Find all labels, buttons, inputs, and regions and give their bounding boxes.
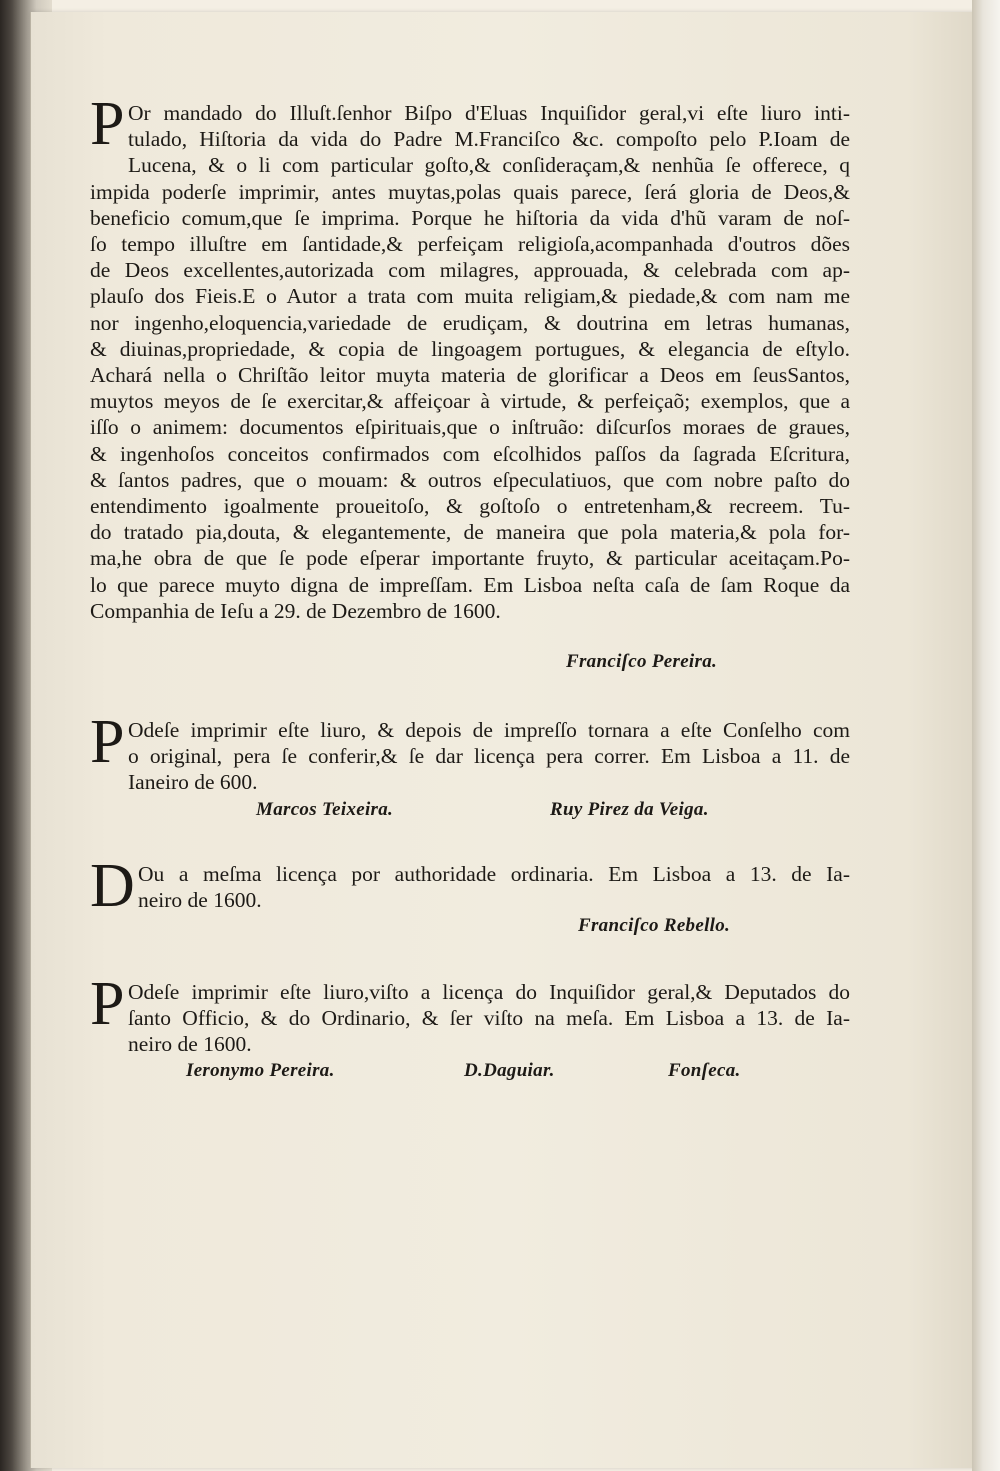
text-line: o original, pera ſe conferir,& ſe dar licença pera correr. Em Lisboa a 11. de [128,744,850,769]
text-line: entendimento igoalmente proueitoſo, & goſtoſo o entretenham,& recreem. Tu- [90,494,850,519]
signature: Franciſco Pereira. [566,651,718,672]
signature: Ruy Pirez da Veiga. [550,799,709,820]
approval-text [90,100,850,624]
text-line: plauſo dos Fieis.E o Autor a trata com muita religiam,& piedade,& com nam me [90,284,850,309]
approval-text [90,861,850,913]
text-line: do tratado pia,douta, & elegantemente, de maneira que pola materia,& pola for- [90,520,850,545]
text-line: ſo tempo illuſtre em ſantidade,& perfeiçam religioſa,acompanhada d'outros dões [90,232,850,257]
text-line: neiro de 1600. [128,1032,252,1057]
text-line: tulado, Hiſtoria da vida do Padre M.Franciſco &c. compoſto pelo P.Ioam de [128,127,850,152]
text-line: de Deos excellentes,autorizada com milagres, approuada, & celebrada com ap- [90,258,850,283]
text-line: ma,he obra de que ſe pode eſperar importante fruyto, & particular aceitaçam.Po- [90,546,850,571]
text-line: iſſo o animem: documentos eſpirituais,que o inſtruão: diſcurſos moraes de graues, [90,415,850,440]
text-line: lo que parece muyto digna de impreſſam. Em Lisboa neſta caſa de ſam Roque da [90,572,850,597]
drop-cap: P [90,708,125,776]
text-line: & ſantos padres, que o mouam: & outros eſpeculatiuos, que com nobre paſto do [90,467,850,492]
text-line: Ianeiro de 600. [128,770,258,795]
page-edge-shadow [972,0,1000,1471]
text-line: beneficio comum,que ſe imprima. Porque he hiſtoria da vida d'hũ varam de noſ- [90,205,850,230]
text-line: Or mandado do Illuſt.ſenhor Biſpo d'Eluas Inquiſidor geral,vi eſte liuro inti- [128,101,850,125]
drop-cap: P [90,970,125,1038]
text-line: neiro de 1600. [138,888,262,913]
text-line: & ingenhoſos conceitos confirmados com eſcolhidos paſſos da ſagrada Eſcritura, [90,441,850,466]
drop-cap: D [90,852,135,920]
text-line: Companhia de Ieſu a 29. de Dezembro de 1600. [90,598,501,623]
drop-cap: P [90,90,125,158]
text-line: Achará nella o Chriſtão leitor muyta materia de glorificar a Deos em ſeusSantos, [90,363,850,388]
text-line: Odeſe imprimir eſte liuro, & depois de impreſſo tornara a eſte Conſelho com [128,718,850,742]
text-line: muytos meyos de ſe exercitar,& affeiçoar à virtude, & perfeiçaõ; exemplos, que a [90,389,850,414]
signature: Marcos Teixeira. [256,799,394,820]
text-line: impida poderſe imprimir, antes muytas,polas quais parece, ſerá gloria de Deos,& [90,179,850,204]
signature: Franciſco Rebello. [578,915,731,936]
text-line: & diuinas,propriedade, & copia de lingoagem portugues, & elegancia de eſtylo. [90,336,850,361]
text-line: nor ingenho,eloquencia,variedade de erudiçam, & doutrina em letras humanas, [90,310,850,335]
approval-text [90,717,850,796]
approval-text [90,979,850,1058]
text-line: Odeſe imprimir eſte liuro,viſto a licença do Inquiſidor geral,& Deputados do [128,980,850,1004]
text-line: ſanto Officio, & do Ordinario, & ſer viſto na meſa. Em Lisboa a 13. de Ia- [128,1006,850,1031]
signature: D.Daguiar. [464,1060,555,1081]
text-line: Ou a meſma licença por authoridade ordinaria. Em Lisboa a 13. de Ia- [138,862,850,886]
text-line: Lucena, & o li com particular goſto,& conſideraçam,& nenhũa ſe offerece, q [128,153,850,178]
signature: Ieronymo Pereira. [186,1060,335,1081]
signature: Fonſeca. [668,1060,741,1081]
